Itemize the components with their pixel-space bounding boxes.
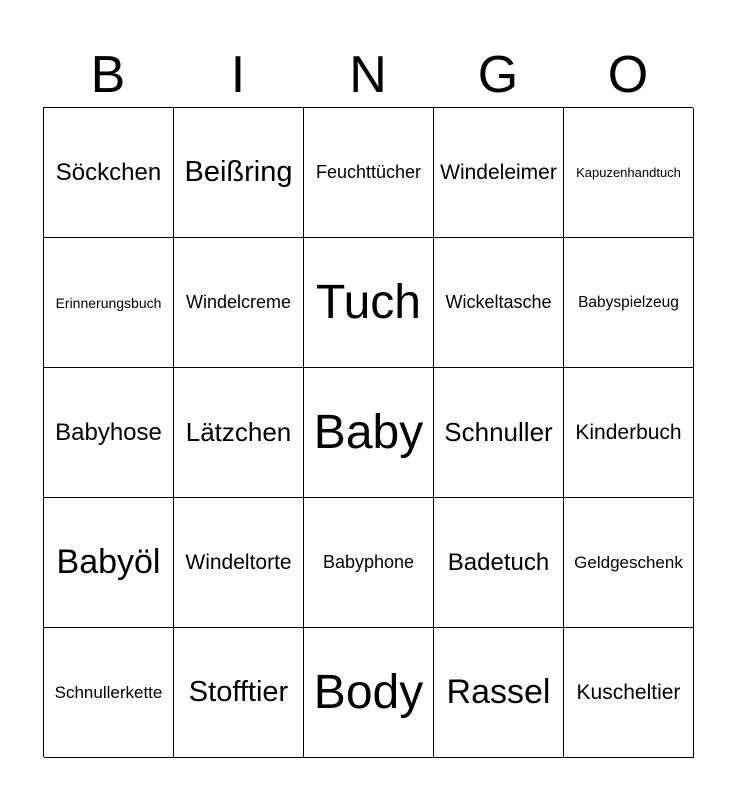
- header-letter-n: N: [349, 46, 387, 104]
- bingo-cell-r4-c4[interactable]: Badetuch: [434, 498, 564, 628]
- bingo-cell-r5-c2[interactable]: Stofftier: [174, 628, 304, 758]
- bingo-cell-r1-c2[interactable]: Beißring: [174, 108, 304, 238]
- bingo-cell-r3-c2[interactable]: Lätzchen: [174, 368, 304, 498]
- bingo-cell-r4-c3[interactable]: Babyphone: [304, 498, 434, 628]
- header-letter-i: I: [230, 46, 246, 104]
- bingo-cell-r1-c3[interactable]: Feuchttücher: [304, 108, 434, 238]
- bingo-cell-r2-c4[interactable]: Wickeltasche: [434, 238, 564, 368]
- bingo-cell-r4-c1[interactable]: Babyöl: [44, 498, 174, 628]
- bingo-cell-r1-c4[interactable]: Windeleimer: [434, 108, 564, 238]
- bingo-cell-r1-c1[interactable]: Söckchen: [44, 108, 174, 238]
- header-letter-b: B: [90, 46, 126, 104]
- bingo-cell-r3-c1[interactable]: Babyhose: [44, 368, 174, 498]
- bingo-cell-r5-c5[interactable]: Kuscheltier: [564, 628, 694, 758]
- bingo-header: [43, 42, 693, 108]
- header-letter-o: O: [607, 46, 649, 104]
- bingo-cell-r5-c4[interactable]: Rassel: [434, 628, 564, 758]
- bingo-cell-r1-c5[interactable]: Kapuzenhandtuch: [564, 108, 694, 238]
- bingo-cell-r2-c2[interactable]: Windelcreme: [174, 238, 304, 368]
- bingo-cell-r2-c1[interactable]: Erinnerungsbuch: [44, 238, 174, 368]
- header-letter-g: G: [477, 46, 519, 104]
- bingo-cell-r2-c3[interactable]: Tuch: [304, 238, 434, 368]
- bingo-cell-r5-c3[interactable]: Body: [304, 628, 434, 758]
- bingo-cell-r3-c4[interactable]: Schnuller: [434, 368, 564, 498]
- bingo-cell-r4-c5[interactable]: Geldgeschenk: [564, 498, 694, 628]
- bingo-cell-r5-c1[interactable]: Schnullerkette: [44, 628, 174, 758]
- bingo-board: [43, 107, 693, 757]
- bingo-cell-r3-c3[interactable]: Baby: [304, 368, 434, 498]
- bingo-cell-r3-c5[interactable]: Kinderbuch: [564, 368, 694, 498]
- bingo-cell-r2-c5[interactable]: Babyspielzeug: [564, 238, 694, 368]
- bingo-cell-r4-c2[interactable]: Windeltorte: [174, 498, 304, 628]
